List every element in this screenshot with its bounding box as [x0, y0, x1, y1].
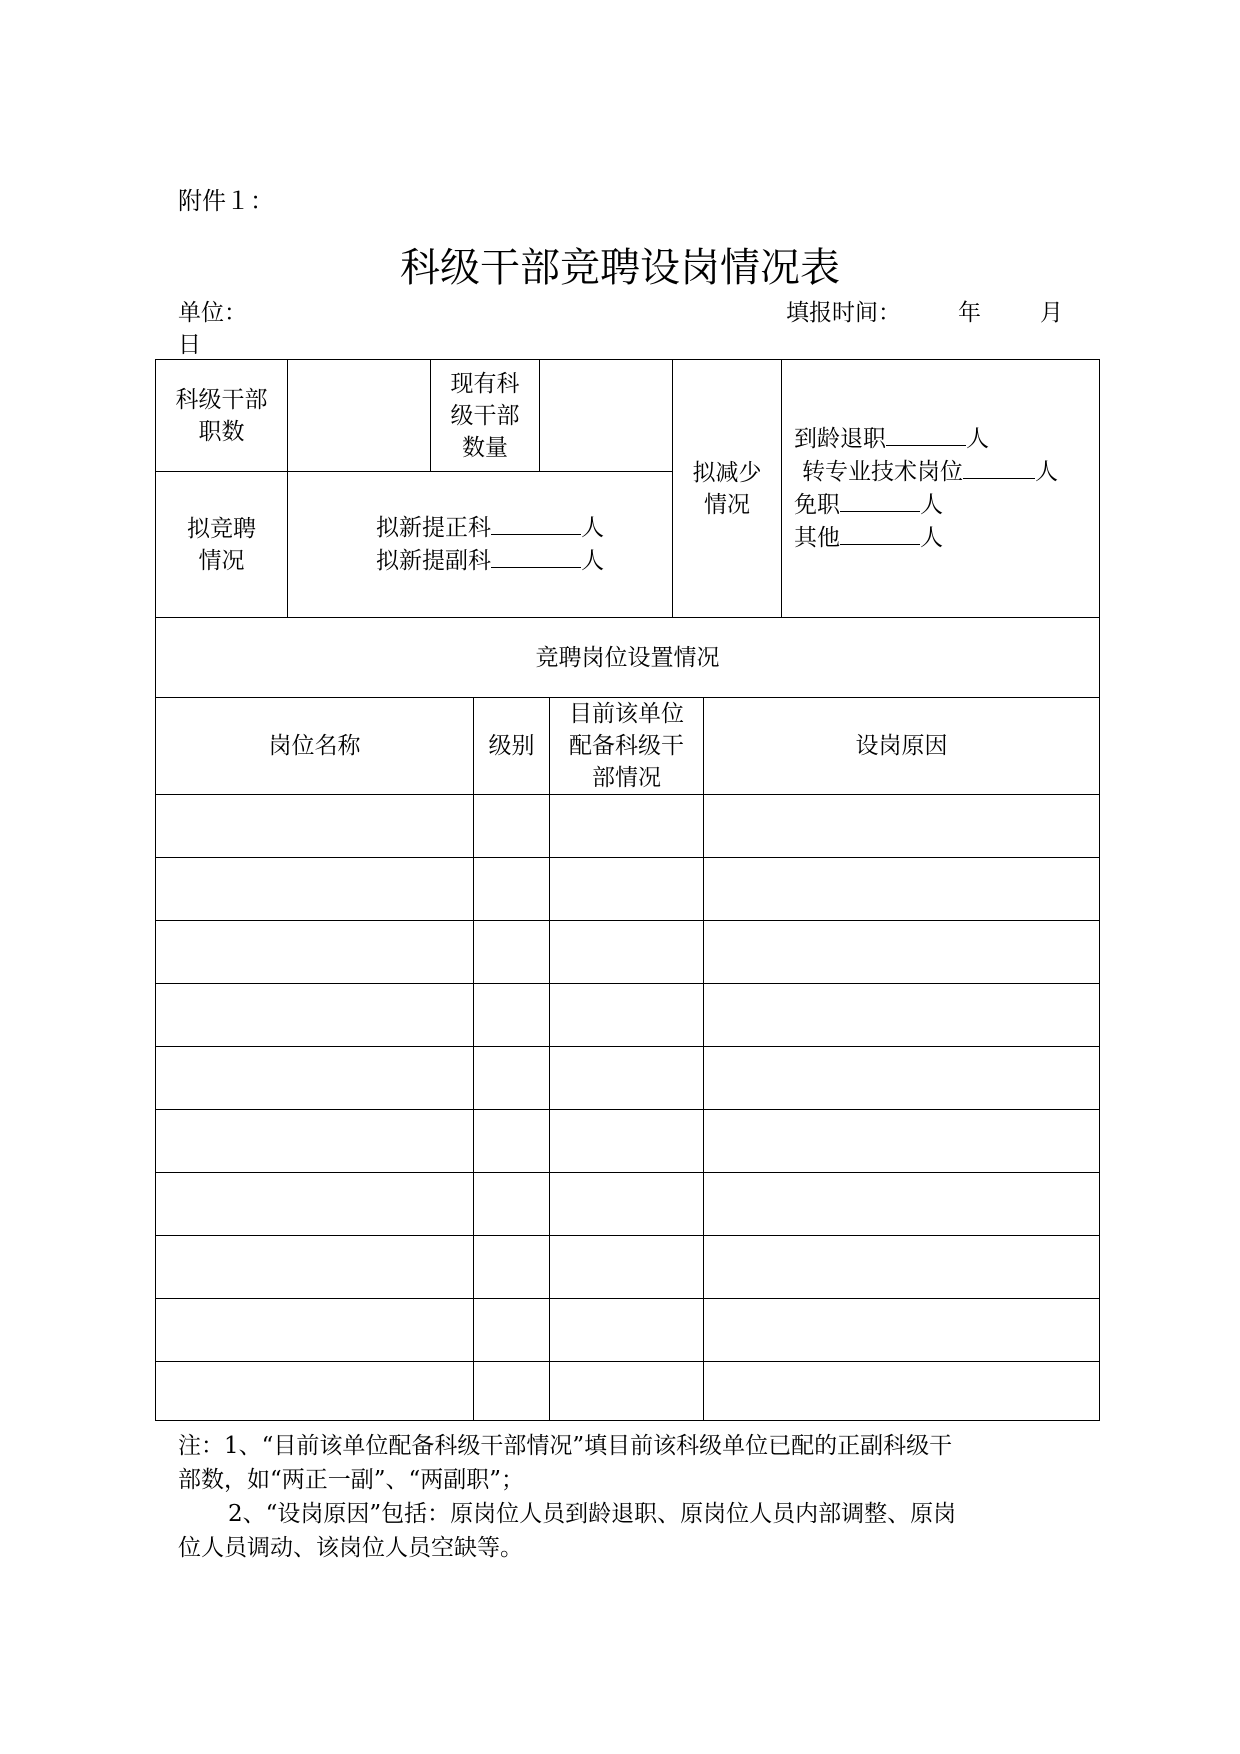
position-name-cell[interactable]	[156, 1299, 474, 1362]
col-header-current-staffing-text: 目前该单位配备科级干部情况	[569, 701, 684, 791]
level-cell[interactable]	[474, 1299, 550, 1362]
reduce-item-dismiss	[794, 489, 1099, 522]
current-label-cell	[431, 360, 540, 472]
reason-cell[interactable]	[704, 1110, 1100, 1173]
level-cell[interactable]	[474, 1362, 550, 1421]
level-cell[interactable]	[474, 984, 550, 1047]
level-cell[interactable]	[474, 858, 550, 921]
unit-label: 单位：	[178, 300, 247, 326]
reduce-item-retire	[794, 423, 1099, 456]
note-1-line-1: 注：1、“目前该单位配备科级干部情况”填目前该科级单位已配的正副科级干	[178, 1433, 953, 1459]
positions-table	[155, 617, 1100, 1421]
reason-cell[interactable]	[704, 1173, 1100, 1236]
person-unit: 人	[581, 514, 604, 541]
position-name-cell[interactable]	[156, 1047, 474, 1110]
compete-label: 拟竞聘情况	[187, 515, 256, 574]
reason-cell[interactable]	[704, 1299, 1100, 1362]
reduce-item-other-label: 其他	[794, 524, 840, 551]
person-unit: 人	[966, 425, 989, 452]
person-unit: 人	[920, 491, 943, 518]
reduce-label-cell	[673, 360, 782, 618]
year-label: 年	[958, 300, 981, 326]
reduce-label: 拟减少情况	[692, 459, 762, 518]
fill-time-label: 填报时间：	[786, 300, 901, 326]
compete-items-cell	[288, 472, 673, 618]
col-header-level: 级别	[474, 698, 550, 795]
reduce-item-dismiss-label: 免职	[794, 491, 840, 518]
reason-cell[interactable]	[704, 921, 1100, 984]
staffing-cell[interactable]	[550, 1299, 704, 1362]
reduce-item-retire-label: 到龄退职	[794, 425, 886, 452]
note-2-line-1: 2、“设岗原因”包括：原岗位人员到龄退职、原岗位人员内部调整、原岗	[228, 1501, 957, 1527]
quota-value-cell[interactable]	[288, 360, 431, 472]
note-1-line-2: 部数，如“两正一副”、“两副职”；	[178, 1467, 525, 1493]
reason-cell[interactable]	[704, 795, 1100, 858]
table-row	[156, 1047, 1100, 1110]
table-row	[156, 858, 1100, 921]
compete-item-zhengke	[376, 512, 604, 545]
position-name-cell[interactable]	[156, 1362, 474, 1421]
table-row	[156, 1173, 1100, 1236]
staffing-cell[interactable]	[550, 921, 704, 984]
staffing-cell[interactable]	[550, 984, 704, 1047]
reduce-item-transfer	[794, 456, 1099, 489]
position-name-cell[interactable]	[156, 1110, 474, 1173]
note-2-line-2: 位人员调动、该岗位人员空缺等。	[178, 1535, 523, 1561]
staffing-cell[interactable]	[550, 1047, 704, 1110]
col-header-position-name: 岗位名称	[156, 698, 474, 795]
compete-item-fuke-label: 拟新提副科	[376, 547, 491, 574]
position-name-cell[interactable]	[156, 921, 474, 984]
form-title: 科级干部竞聘设岗情况表	[400, 245, 840, 291]
quota-label: 科级干部职数	[175, 386, 268, 445]
summary-table	[155, 359, 1100, 618]
current-value-cell[interactable]	[540, 360, 673, 472]
reason-cell[interactable]	[704, 1047, 1100, 1110]
attachment-label: 附件１：	[178, 187, 274, 215]
day-label: 日	[178, 332, 201, 358]
position-name-cell[interactable]	[156, 795, 474, 858]
position-name-cell[interactable]	[156, 1173, 474, 1236]
reduce-item-other	[794, 522, 1099, 555]
compete-label-cell	[156, 472, 288, 618]
retire-blank[interactable]	[886, 423, 966, 446]
dismiss-blank[interactable]	[840, 489, 920, 512]
person-unit: 人	[1035, 458, 1058, 485]
level-cell[interactable]	[474, 1173, 550, 1236]
quota-label-cell	[156, 360, 288, 472]
staffing-cell[interactable]	[550, 1110, 704, 1173]
transfer-blank[interactable]	[963, 456, 1035, 479]
col-header-current-staffing	[550, 698, 704, 795]
compete-item-zhengke-label: 拟新提正科	[376, 514, 491, 541]
reduce-items-cell	[782, 360, 1100, 618]
level-cell[interactable]	[474, 921, 550, 984]
table-row	[156, 1299, 1100, 1362]
table-row	[156, 1110, 1100, 1173]
table-row	[156, 921, 1100, 984]
level-cell[interactable]	[474, 1047, 550, 1110]
staffing-cell[interactable]	[550, 1236, 704, 1299]
positions-section-title: 竞聘岗位设置情况	[156, 618, 1100, 698]
fuke-blank[interactable]	[491, 545, 581, 568]
level-cell[interactable]	[474, 795, 550, 858]
compete-item-fuke	[376, 545, 604, 578]
person-unit: 人	[581, 547, 604, 574]
month-label: 月	[1040, 300, 1063, 326]
staffing-cell[interactable]	[550, 858, 704, 921]
position-name-cell[interactable]	[156, 1236, 474, 1299]
table-row	[156, 1362, 1100, 1421]
reason-cell[interactable]	[704, 1236, 1100, 1299]
reason-cell[interactable]	[704, 858, 1100, 921]
zhengke-blank[interactable]	[491, 512, 581, 535]
table-row	[156, 984, 1100, 1047]
current-label: 现有科级干部数量	[450, 370, 520, 461]
level-cell[interactable]	[474, 1236, 550, 1299]
staffing-cell[interactable]	[550, 1173, 704, 1236]
other-blank[interactable]	[840, 522, 920, 545]
staffing-cell[interactable]	[550, 795, 704, 858]
col-header-reason: 设岗原因	[704, 698, 1100, 795]
table-row	[156, 795, 1100, 858]
reduce-item-transfer-label: 转专业技术岗位	[802, 458, 963, 485]
position-name-cell[interactable]	[156, 984, 474, 1047]
staffing-cell[interactable]	[550, 1362, 704, 1421]
person-unit: 人	[920, 524, 943, 551]
reason-cell[interactable]	[704, 984, 1100, 1047]
level-cell[interactable]	[474, 1110, 550, 1173]
reason-cell[interactable]	[704, 1362, 1100, 1421]
table-row	[156, 1236, 1100, 1299]
position-name-cell[interactable]	[156, 858, 474, 921]
